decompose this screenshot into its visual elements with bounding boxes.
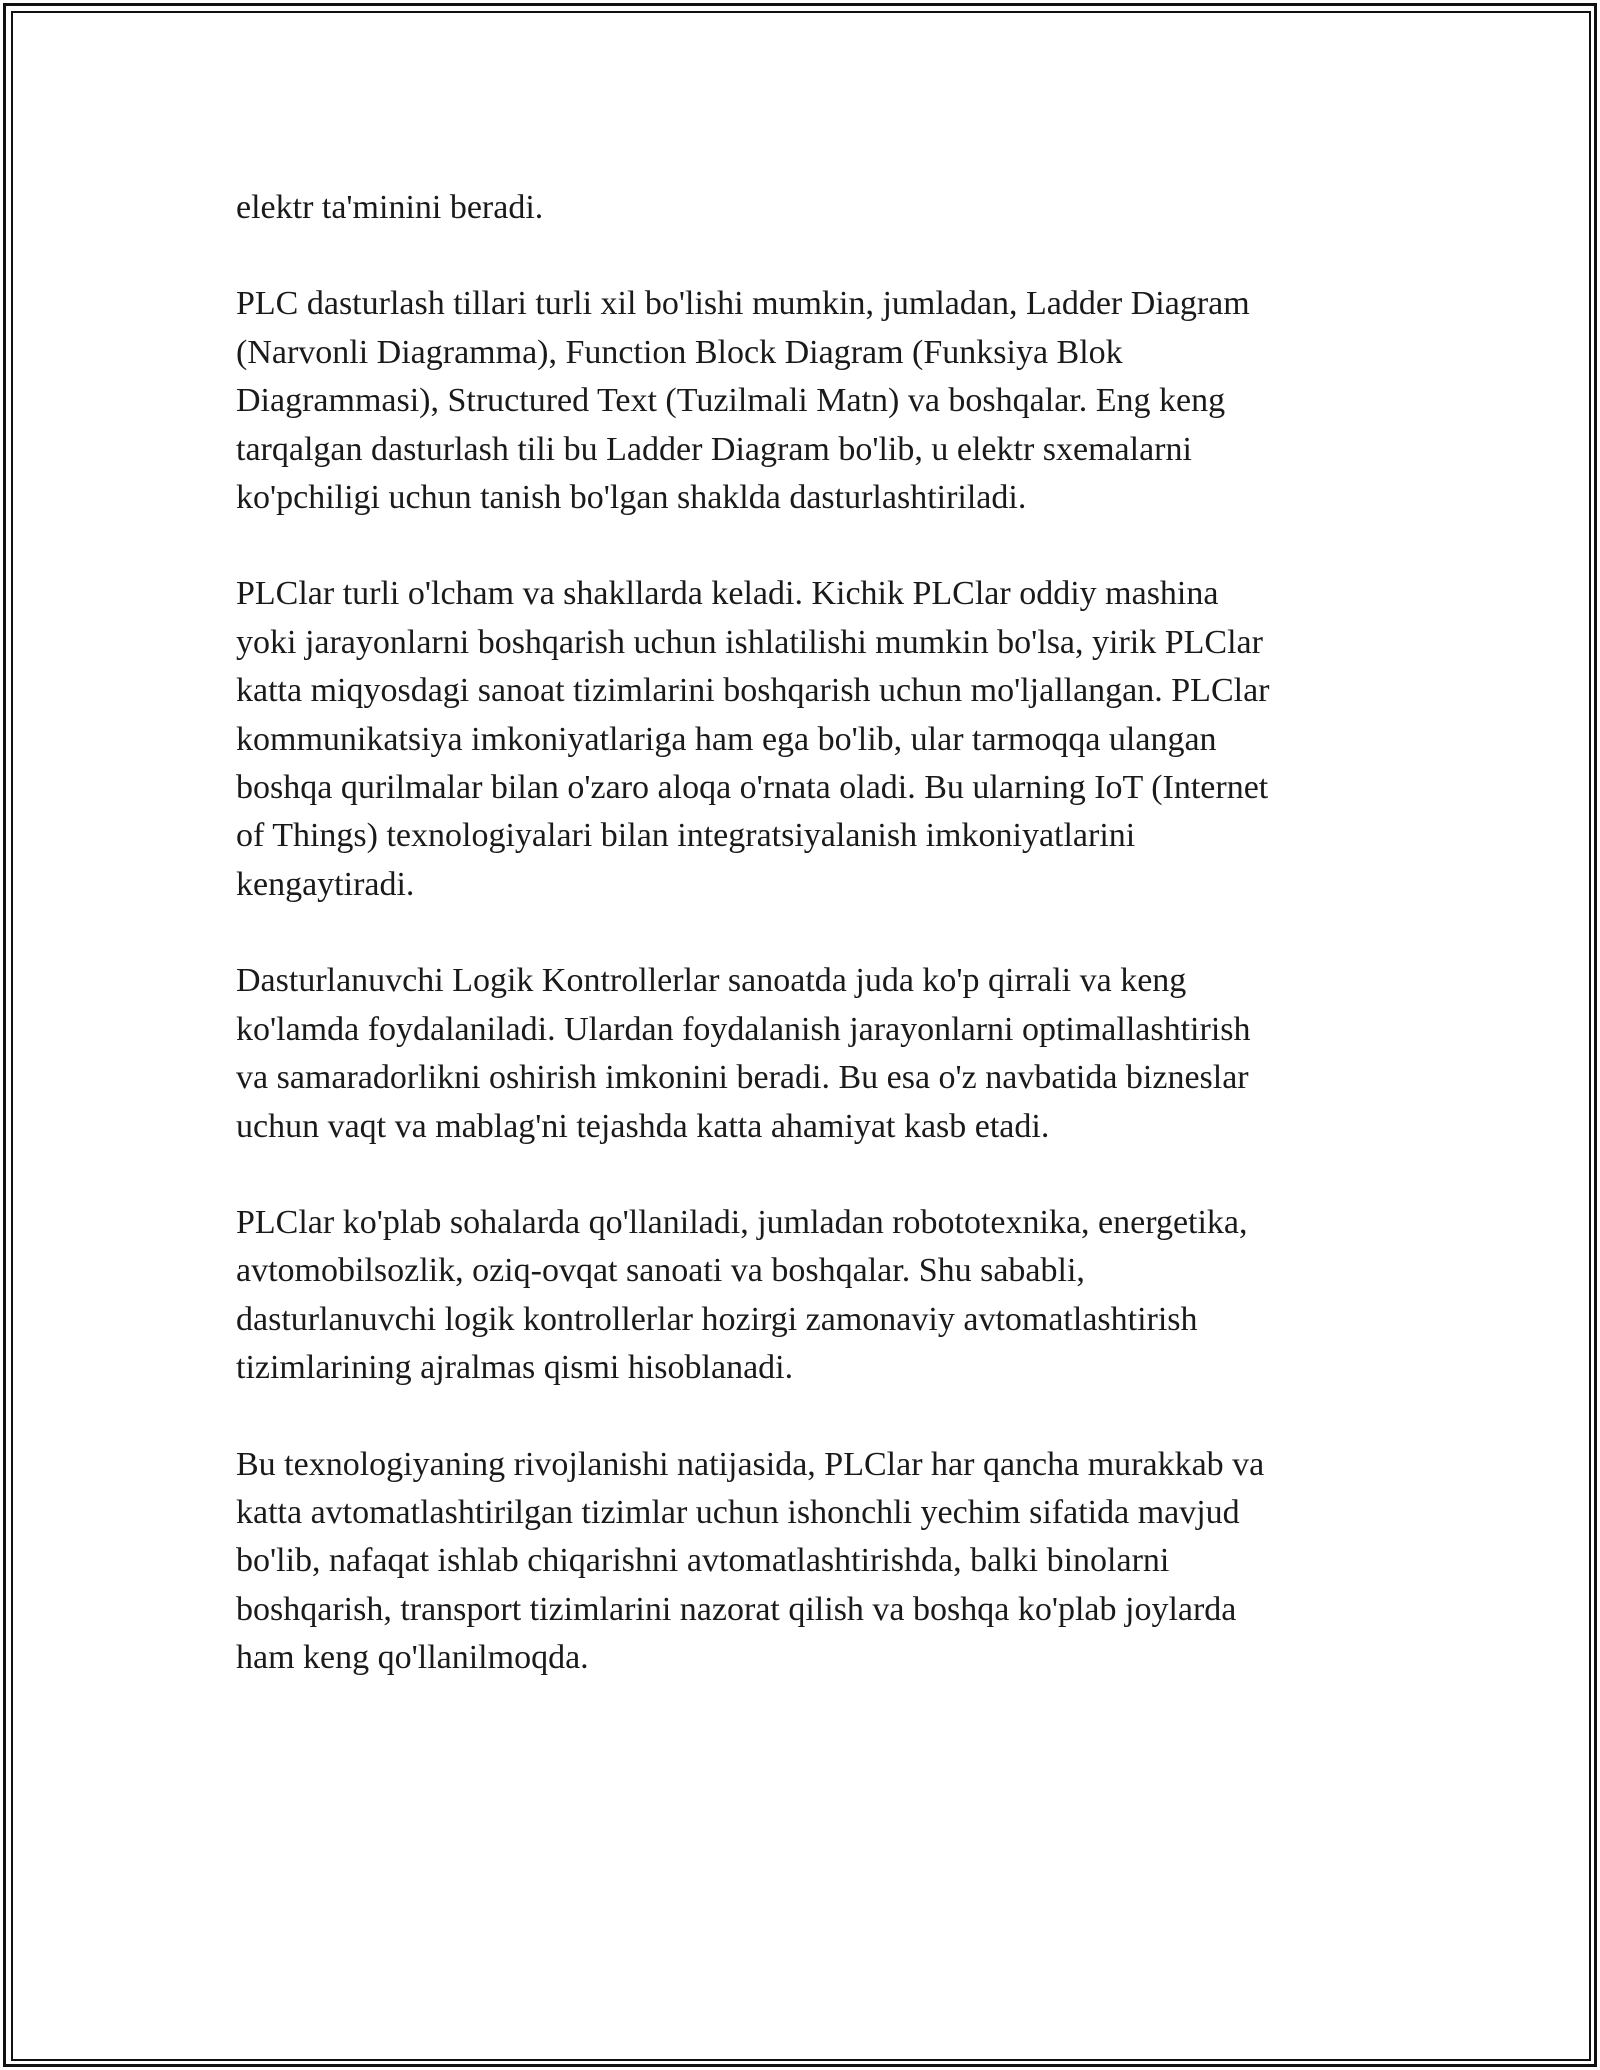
paragraph-4: Dasturlanuvchi Logik Kontrollerlar sanoatda juda ko'p qirrali va keng ko'lamda foydalaniladi. Ulardan foydalanish jarayonlarni optimallashtirish va samaradorlikni oshirish imkonini beradi. Bu esa o'z navbatida bizneslar uchun vaqt va mablag'ni tejashda katta ahamiyat kasb etadi. — [236, 962, 1251, 1145]
paragraph-1: elektr ta'minini beradi. — [236, 189, 544, 226]
paragraph-2: PLC dasturlash tillari turli xil bo'lishi mumkin, jumladan, Ladder Diagram (Narvonli Diagramma), Function Block Diagram (Funksiya Blok Diagrammasi), Structured Text (Tuzilmali Matn) va boshqalar. Eng keng tarqalgan dasturlash tili bu Ladder Diagram bo'lib, u elektr sxemalarni ko'pchiligi uchun tanish bo'lgan shaklda dasturlashtiriladi. — [236, 285, 1250, 517]
document-body — [236, 184, 1366, 1731]
paragraph-3: PLClar turli o'lcham va shakllarda keladi. Kichik PLClar oddiy mashina yoki jarayonlarni boshqarish uchun ishlatilishi mumkin bo'lsa, yirik PLClar katta miqyosdagi sanoat tizimlarini boshqarish uchun mo'ljallangan. PLClar kommunikatsiya imkoniyatlariga ham ega bo'lib, ular tarmoqqa ulangan boshqa qurilmalar bilan o'zaro aloqa o'rnata oladi. Bu ularning IoT (Internet of Things) texnologiyalari bilan integratsiyalanish imkoniyatlarini kengaytiradi. — [236, 575, 1270, 903]
paragraph-6: Bu texnologiyaning rivojlanishi natijasida, PLClar har qancha murakkab va katta avtomatlashtirilgan tizimlar uchun ishonchli yechim sifatida mavjud bo'lib, nafaqat ishlab chiqarishni avtomatlashtirishda, balki binolarni boshqarish, transport tizimlarini nazorat qilish va boshqa ko'plab joylarda ham keng qo'llanilmoqda. — [236, 1445, 1265, 1677]
paragraph-5: PLClar ko'plab sohalarda qo'llaniladi, jumladan robototexnika, energetika, avtomobilsozlik, oziq-ovqat sanoati va boshqalar. Shu sababli, dasturlanuvchi logik kontrollerlar hozirgi zamonaviy avtomatlashtirish tizimlarining ajralmas qismi hisoblanadi. — [236, 1203, 1248, 1387]
